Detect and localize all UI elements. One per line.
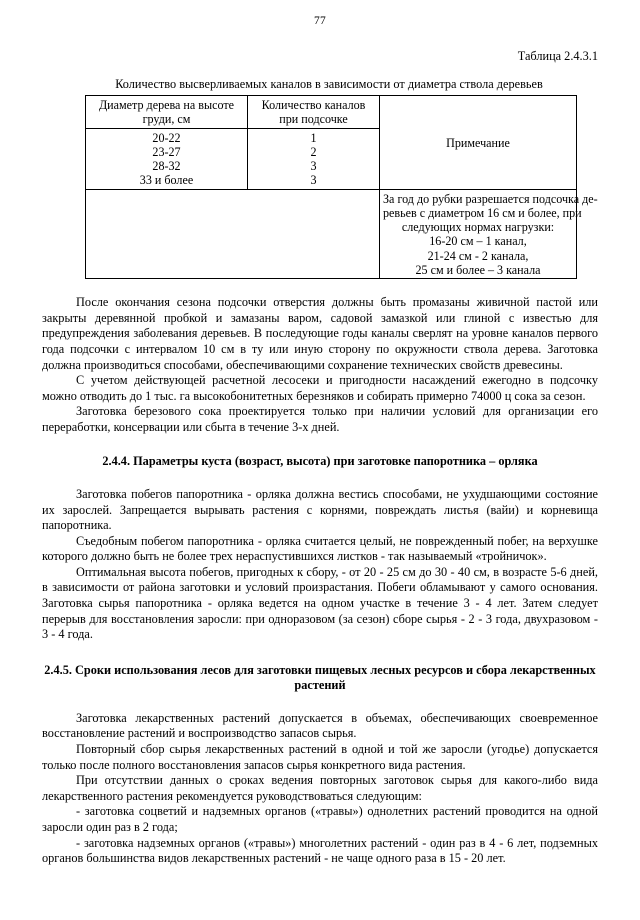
note-line: 21-24 см - 2 канала, — [427, 248, 529, 263]
table-row: 28-32 — [152, 159, 181, 174]
paragraph-6: Оптимальная высота побегов, пригодных к сбору, - от 20 - 25 см до 30 - 40 см, в возрасте 5-6 дней, в зависимости от района заготовки и условий произрастания. Побеги обламывают у самого основания. Заготовка сырья папоротника - орляка ведется на одном участке в течение 3 - 4 лет. Затем следует перерыв для восстановления заросли: при одноразовом (за сезон) сборе сырья - 2 - 3 года, двухразовом - 3 - 4 года. — [42, 564, 598, 642]
paragraph-7: Заготовка лекарственных растений допускается в объемах, обеспечивающих своевременное восстановление растений и воспроизводство запасов сырья. — [42, 710, 598, 741]
section-heading-2-4-5: 2.4.5. Сроки использования лесов для заготовки пищевых лесных ресурсов и сбора лекарственных растений — [44, 662, 596, 693]
note-line: За год до рубки разрешается подсочка де- — [383, 191, 598, 206]
table-caption: Количество высверливаемых каналов в зависимости от диаметра ствола деревьев — [115, 77, 543, 91]
table-note-row — [86, 189, 577, 279]
paragraph-2: С учетом действующей расчетной лесосеки и пригодности насаждений ежегодно в подсочку можно отводить до 1 тыс. га высокобонитетных березняков и собирать примерно 74000 ц сока за сезон. — [42, 373, 598, 403]
table-row: 20-22 — [152, 130, 181, 145]
table-row: 3 — [310, 173, 317, 188]
table-cell-note — [380, 189, 598, 279]
table-row: 23-27 — [152, 144, 181, 159]
page-number: 77 — [314, 15, 326, 27]
table-label: Таблица 2.4.3.1 — [517, 49, 598, 63]
section-heading-2-4-4: 2.4.4. Параметры куста (возраст, высота) при заготовке папоротника – орляка — [102, 454, 538, 469]
table-header-row — [86, 96, 577, 129]
paragraph-1: После окончания сезона подсочки отверстия должны быть промазаны живичной пастой или закрыты деревянной пробкой и замазаны варом, садовой замазкой или глиной с известью для предупреждения заболевания деревьев. В последующие годы каналы сверлят на уровне каналов первого года подсочки с интервалом 10 см в ту или иную сторону по окружности ствола дерева. Заготовка должна производиться способами, обеспечивающими сохранение технических свойств древесины. — [42, 295, 598, 372]
paragraph-4: Заготовка побегов папоротника - орляка должна вестись способами, не ухудшающими состояние их зарослей. Запрещается вырывать растения с корнями, повреждать листья (вайи) и корневища папоротника. — [42, 486, 598, 533]
table-row: 3 — [310, 159, 317, 174]
paragraph-11: - заготовка надземных органов («травы») многолетних растений - один раз в 4 - 6 лет, подземных органов большинства видов лекарственных растений - не чаще одного раза в 15 - 20 лет. — [42, 835, 598, 866]
table-row: 1 — [310, 130, 317, 145]
table-cell-diameters — [86, 128, 248, 189]
document-page — [0, 15, 640, 920]
note-line: 16-20 см – 1 канал, — [429, 234, 527, 249]
table-cell-channels — [248, 128, 380, 189]
paragraph-5: Съедобным побегом папоротника - орляка считается целый, не поврежденный побег, на верхушке которого должно быть не более трех нераспустившихся листков - так называемый «тройничок». — [42, 533, 598, 564]
table-row: 2 — [310, 144, 317, 159]
table-row: 33 и более — [139, 173, 194, 188]
channels-table — [85, 95, 598, 279]
note-line: 25 см и более – 3 канала — [415, 262, 541, 277]
note-line: ревьев с диаметром 16 см и более, при — [383, 205, 582, 220]
paragraph-8: Повторный сбор сырья лекарственных растений в одной и той же заросли (угодье) допускается только после полного восстановления запасов сырья конкретного вида растения. — [42, 742, 598, 772]
note-line: следующих нормах нагрузки: — [401, 220, 555, 235]
paragraph-10: - заготовка соцветий и надземных органов («травы») однолетних растений проводится на одной заросли один раз в 2 года; — [42, 804, 598, 834]
table-cell-empty — [86, 189, 380, 279]
table-header-diameter: Диаметр дерева на высоте груди, см — [86, 96, 248, 129]
table-header-channels: Количество каналов при подсочке — [248, 96, 380, 129]
paragraph-9: При отсутствии данных о сроках ведения повторных заготовок сырья для какого-либо вида лекарственного растения рекомендуется руководствоваться следующим: — [42, 773, 598, 803]
paragraph-3: Заготовка березового сока проектируется только при наличии условий для организации его переработки, консервации или сбыта в течение 3-х дней. — [42, 404, 598, 434]
table-header-note: Примечание — [380, 96, 577, 190]
